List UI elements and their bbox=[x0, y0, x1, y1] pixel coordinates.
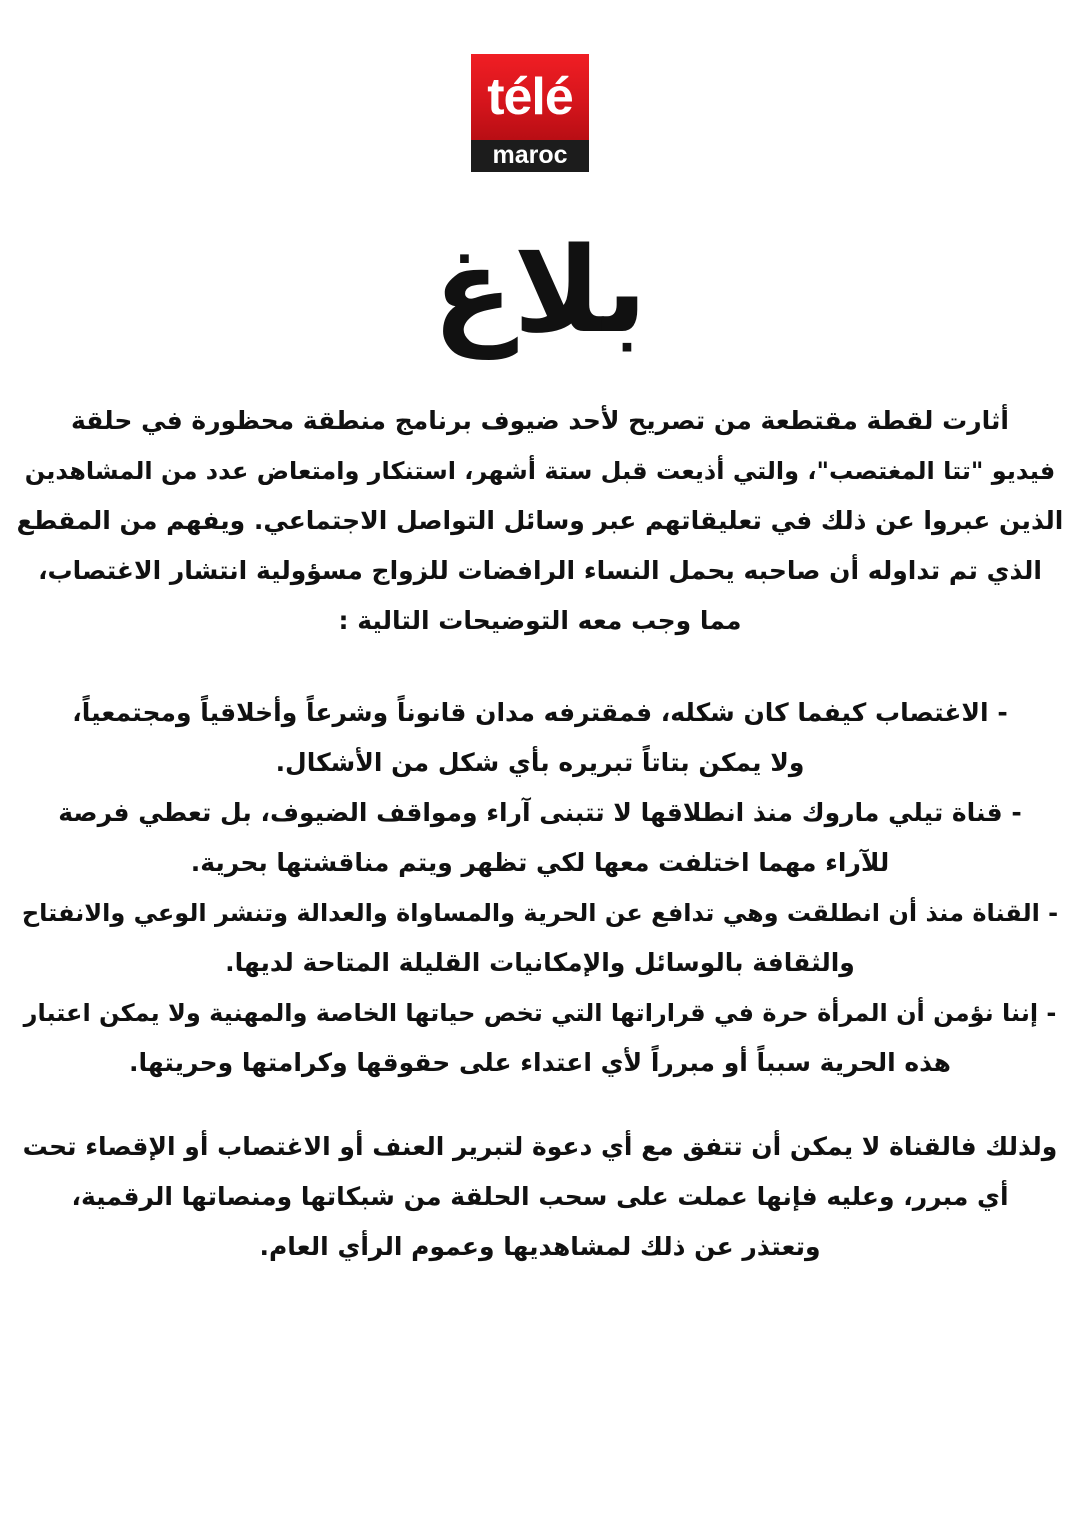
point-line: - قناة تيلي ماروك منذ انطلاقها لا تتبنى آراء ومواقف الضيوف، بل تعطي فرصة bbox=[58, 798, 1022, 827]
tele-maroc-logo bbox=[471, 54, 589, 172]
closing-line: وتعتذر عن ذلك لمشاهديها وعموم الرأي العام. bbox=[259, 1232, 821, 1261]
closing-paragraph bbox=[10, 1122, 1070, 1272]
logo-maroc-text: maroc bbox=[492, 141, 568, 169]
closing-line: أي مبرر، وعليه فإنها عملت على سحب الحلقة من شبكاتها ومنصاتها الرقمية، bbox=[71, 1182, 1009, 1211]
intro-line: الذين عبروا عن ذلك في تعليقاتهم عبر وسائل التواصل الاجتماعي. ويفهم من المقطع bbox=[16, 506, 1064, 535]
intro-line: فيديو "تتا المغتصب"، والتي أذيعت قبل ستة أشهر، استنكار وامتعاض عدد من المشاهدين bbox=[24, 457, 1056, 485]
intro-line: الذي تم تداوله أن صاحبه يحمل النساء الرافضات للزواج مسؤولية انتشار الاغتصاب، bbox=[38, 556, 1042, 585]
intro-line: مما وجب معه التوضيحات التالية : bbox=[338, 606, 742, 635]
point-line: - الاغتصاب كيفما كان شكله، فمقترفه مدان قانوناً وشرعاً وأخلاقياً ومجتمعياً، bbox=[72, 698, 1008, 727]
clarification-points bbox=[10, 688, 1070, 1088]
point-line: - إننا نؤمن أن المرأة حرة في قراراتها التي تخص حياتها الخاصة والمهنية ولا يمكن اعتبار bbox=[23, 999, 1057, 1027]
intro-paragraph bbox=[10, 396, 1070, 646]
logo-tele-text: télé bbox=[487, 68, 573, 126]
point-line: للآراء مهما اختلفت معها لكي تظهر ويتم مناقشتها بحرية. bbox=[190, 848, 890, 877]
point-line: - القناة منذ أن انطلقت وهي تدافع عن الحرية والمساواة والعدالة وتنشر الوعي والانفتاح bbox=[21, 899, 1059, 927]
point-line: هذه الحرية سبباً أو مبرراً لأي اعتداء على حقوقها وكرامتها وحريتها. bbox=[129, 1048, 951, 1077]
point-line: والثقافة بالوسائل والإمكانيات القليلة المتاحة لديها. bbox=[225, 948, 855, 977]
page-title: بلاغ bbox=[432, 221, 648, 359]
intro-line: أثارت لقطة مقتطعة من تصريح لأحد ضيوف برنامج منطقة محظورة في حلقة bbox=[70, 406, 1009, 435]
point-line: ولا يمكن بتاتاً تبريره بأي شكل من الأشكال. bbox=[275, 748, 805, 777]
closing-line: ولذلك فالقناة لا يمكن أن تتفق مع أي دعوة لتبرير العنف أو الاغتصاب أو الإقصاء تحت bbox=[22, 1132, 1058, 1161]
logo-red-block bbox=[471, 54, 589, 140]
